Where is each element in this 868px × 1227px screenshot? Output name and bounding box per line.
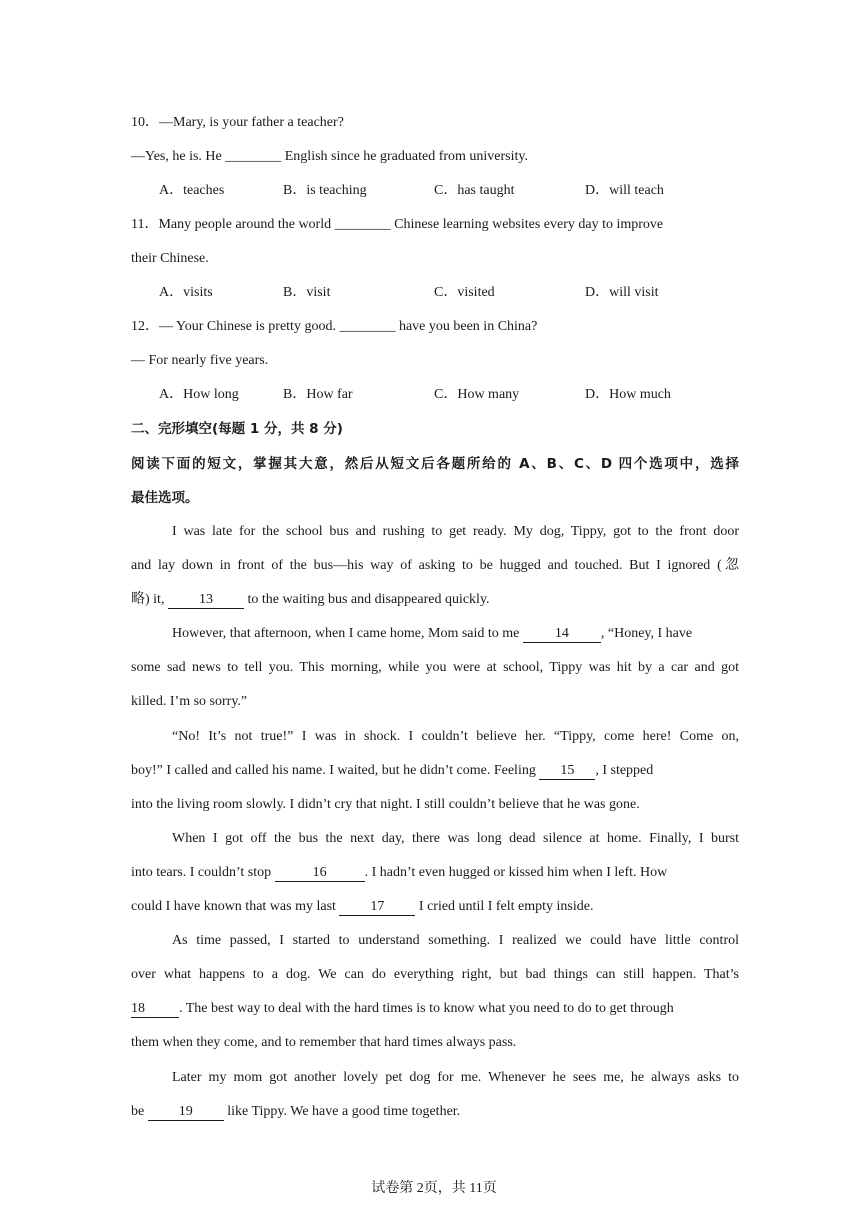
answer-blank[interactable]: ________	[334, 217, 391, 232]
option-a[interactable]: A．How long	[159, 387, 239, 402]
question-11-prompt: 11．Many people around the world ________ Chinese learning websites every day to improve	[131, 217, 664, 232]
cloze-blank-19[interactable]: 19	[148, 1104, 224, 1121]
passage-line: boy!” I called and called his name. I waited, but he didn’t come. Feeling 15 , I stepped	[131, 763, 654, 778]
option-d[interactable]: D．How much	[585, 387, 671, 402]
option-c[interactable]: C．How many	[434, 387, 520, 402]
section-instruction-cont: 最佳选项。	[131, 490, 199, 506]
question-12-prompt: 12．— Your Chinese is pretty good. ________ have you been in China?	[131, 319, 538, 334]
section-title: 二、完形填空(每题 1 分，共 8 分)	[131, 421, 343, 437]
passage-line: over what happens to a dog. We can do everything right, but bad things can still happen. That’s	[131, 967, 739, 982]
passage-line: into the living room slowly. I didn’t cry that night. I still couldn’t believe that he was gone.	[131, 797, 640, 812]
passage-line: and lay down in front of the bus—his way of asking to be hugged and touched. But I ignored (忽	[131, 558, 739, 573]
cloze-blank-15[interactable]: 15	[539, 763, 595, 780]
cloze-blank-13[interactable]: 13	[168, 592, 244, 609]
answer-blank[interactable]: ________	[225, 149, 282, 164]
page-footer: 试卷第 2页，共 11页	[371, 1181, 497, 1196]
cloze-blank-17[interactable]: 17	[339, 899, 415, 916]
question-number: 10．	[131, 115, 159, 130]
option-c[interactable]: C．visited	[434, 285, 495, 300]
passage-line: 略) it, 13 to the waiting bus and disappeared quickly.	[131, 592, 490, 607]
passage-line: could I have known that was my last 17 I cried until I felt empty inside.	[131, 899, 594, 914]
section-instruction: 阅读下面的短文，掌握其大意，然后从短文后各题所给的 A、B、C、D 四个选项中，选择	[131, 456, 739, 472]
passage-line: As time passed, I started to understand something. I realized we could have little control	[172, 933, 739, 948]
passage-line: 18 . The best way to deal with the hard times is to know what you need to do to get through	[131, 1001, 674, 1016]
passage-line: Later my mom got another lovely pet dog for me. Whenever he sees me, he always asks to	[172, 1070, 739, 1085]
passage-line: be 19 like Tippy. We have a good time together.	[131, 1104, 461, 1119]
passage-line: some sad news to tell you. This morning, while you were at school, Tippy was hit by a car and got	[131, 660, 739, 675]
question-10-answer-line: —Yes, he is. He ________ English since he graduated from university.	[131, 149, 528, 164]
option-a[interactable]: A．visits	[159, 285, 213, 300]
cloze-blank-16[interactable]: 16	[275, 865, 365, 882]
question-number: 11．	[131, 217, 159, 232]
option-b[interactable]: B．visit	[283, 285, 331, 300]
option-d[interactable]: D．will teach	[585, 183, 664, 198]
option-d[interactable]: D．will visit	[585, 285, 659, 300]
question-12-answer-line: — For nearly five years.	[131, 353, 269, 368]
passage-line: When I got off the bus the next day, there was long dead silence at home. Finally, I burst	[172, 831, 739, 846]
question-number: 12．	[131, 319, 159, 334]
option-c[interactable]: C．has taught	[434, 183, 515, 198]
passage-line: “No! It’s not true!” I was in shock. I couldn’t believe her. “Tippy, come here! Come on,	[172, 729, 739, 744]
question-10-prompt: 10．—Mary, is your father a teacher?	[131, 115, 344, 130]
question-11-prompt-cont: their Chinese.	[131, 251, 209, 266]
passage-line: killed. I’m so sorry.”	[131, 694, 248, 709]
answer-blank[interactable]: ________	[339, 319, 396, 334]
cloze-blank-18[interactable]: 18	[131, 1001, 179, 1018]
passage-line: However, that afternoon, when I came home, Mom said to me 14 , “Honey, I have	[172, 626, 693, 641]
passage-line: I was late for the school bus and rushing to get ready. My dog, Tippy, got to the front door	[172, 524, 739, 539]
option-a[interactable]: A．teaches	[159, 183, 225, 198]
cloze-blank-14[interactable]: 14	[523, 626, 601, 643]
option-b[interactable]: B．How far	[283, 387, 353, 402]
passage-line: them when they come, and to remember that hard times always pass.	[131, 1035, 517, 1050]
option-b[interactable]: B．is teaching	[283, 183, 367, 198]
passage-line: into tears. I couldn’t stop 16 . I hadn’t even hugged or kissed him when I left. How	[131, 865, 668, 880]
